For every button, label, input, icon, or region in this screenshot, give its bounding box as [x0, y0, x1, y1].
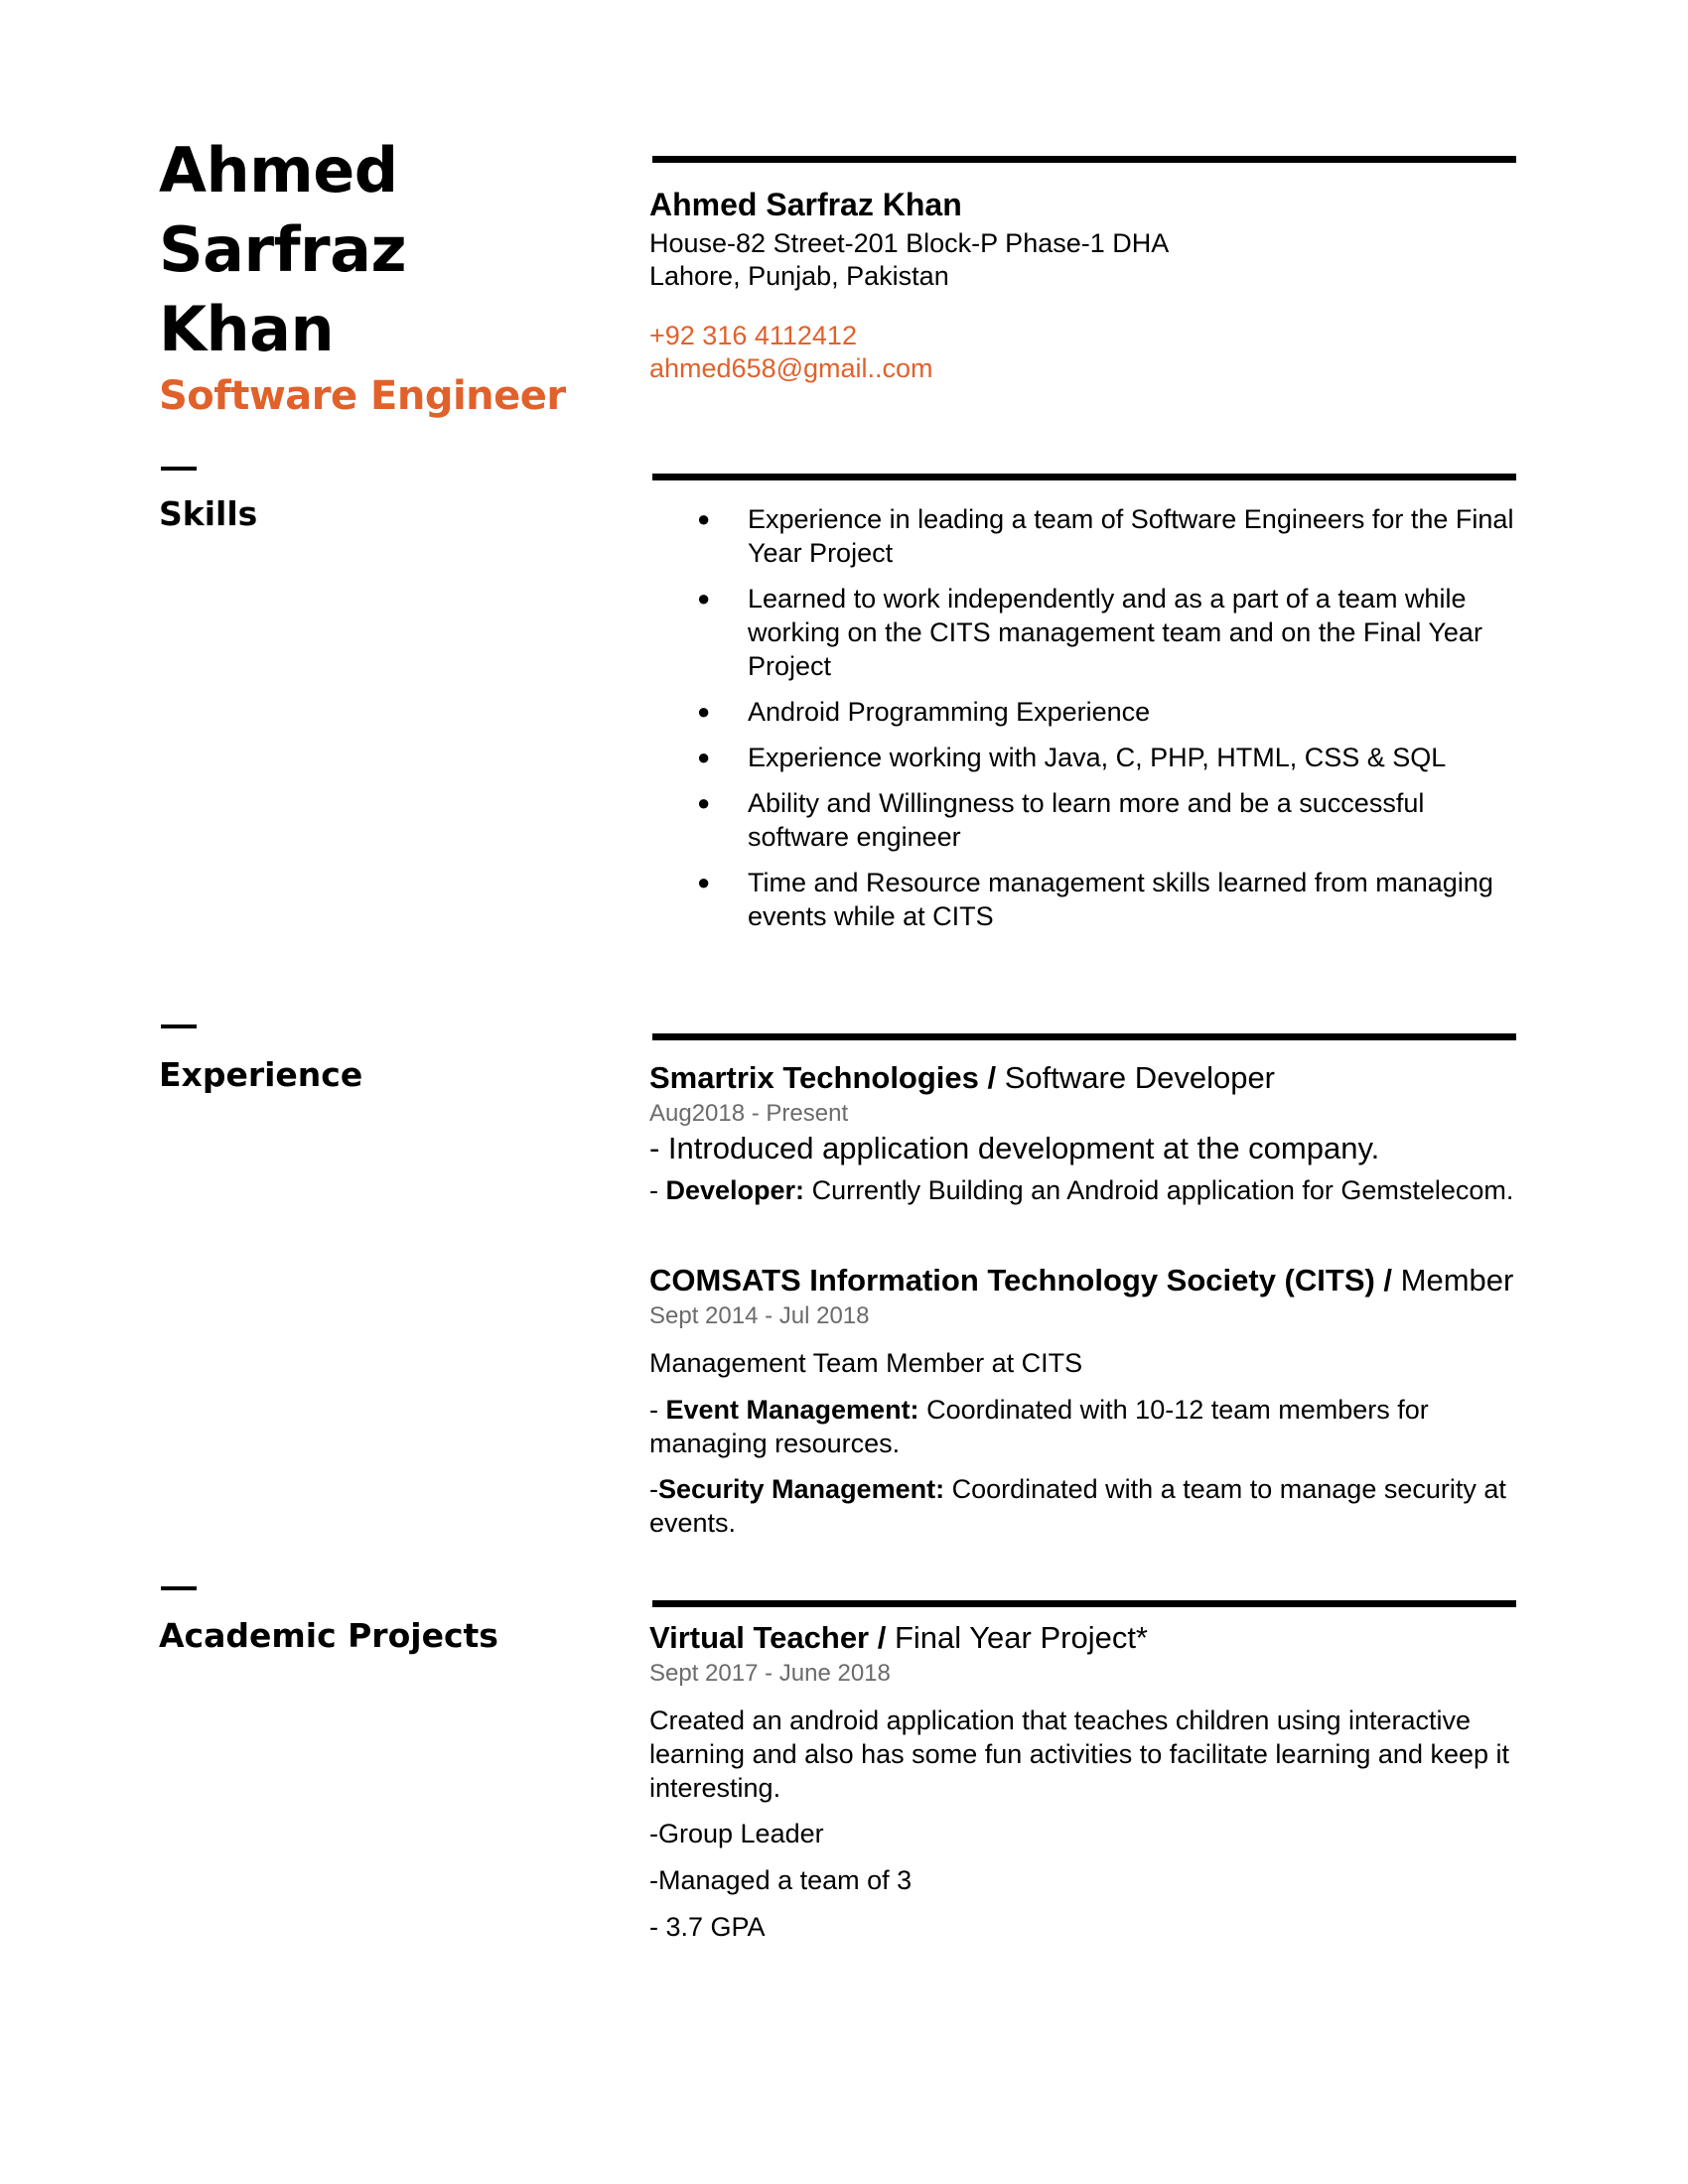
bullet-icon: ● [697, 790, 711, 815]
job-org: COMSATS Information Technology Society (CITS) / [649, 1263, 1393, 1297]
prefix: - [649, 1474, 658, 1504]
list-item [695, 786, 1519, 854]
bullet-icon: ● [697, 586, 711, 611]
list-item [695, 866, 1519, 933]
projects-heading: Academic Projects [159, 1616, 498, 1655]
name-line-1: Ahmed [159, 134, 398, 206]
bullet-icon: ● [697, 506, 711, 531]
bullet-icon: ● [697, 870, 711, 894]
job-dates: Sept 2014 - Jul 2018 [649, 1302, 870, 1329]
bullet-icon: ● [697, 745, 711, 769]
skill-text: Experience in leading a team of Software Engineers for the Final [748, 504, 1514, 534]
name-line-3: Khan [159, 293, 335, 365]
skill-text: Android Programming Experience [748, 697, 1151, 727]
experience-dash [161, 1024, 197, 1028]
project-title [649, 1618, 1533, 1658]
project-point: -Managed a team of 3 [649, 1865, 913, 1895]
experience-divider [652, 1033, 1516, 1040]
desc-line: Created an android application that teaches children using interactive [649, 1706, 1472, 1735]
skill-text: Ability and Willingness to learn more and be a successful [748, 788, 1425, 818]
skill-text: Year Project [748, 538, 894, 568]
job-role: Software Engineer [159, 373, 566, 419]
text: events. [649, 1508, 737, 1538]
skill-text: Time and Resource management skills learned from managing [748, 868, 1493, 897]
project-dates: Sept 2017 - June 2018 [649, 1660, 891, 1687]
text: Coordinated with a team to manage security at [944, 1474, 1506, 1504]
experience-heading: Experience [159, 1055, 363, 1094]
job-entry-cits [649, 1261, 1533, 1540]
desc-line: interesting. [649, 1773, 781, 1803]
text: Currently Building an Android application for Gemstelecom. [804, 1175, 1514, 1205]
skill-text: Learned to work independently and as a part of a team while [748, 584, 1467, 614]
skill-text: events while at CITS [748, 901, 994, 931]
prefix: - [649, 1395, 666, 1425]
label: Developer: [665, 1175, 805, 1205]
project-desc [649, 1704, 1533, 1805]
text: Coordinated with 10-12 team members for [918, 1395, 1429, 1425]
skills-heading: Skills [159, 494, 258, 533]
label: Security Management: [658, 1474, 945, 1504]
bullet-icon: ● [697, 699, 711, 724]
skills-dash [161, 467, 197, 471]
job-desc-developer [649, 1173, 1533, 1207]
project-point: -Group Leader [649, 1819, 824, 1848]
name-line-2: Sarfraz [159, 213, 407, 286]
list-item [695, 582, 1519, 683]
job-desc: - Introduced application development at the company. [649, 1131, 1380, 1165]
desc-line: learning and also has some fun activities to facilitate learning and keep it [649, 1739, 1510, 1769]
job-title [649, 1261, 1533, 1300]
project-entry-virtual-teacher [649, 1618, 1533, 1944]
contact-block [649, 185, 1533, 385]
job-summary: Management Team Member at CITS [649, 1348, 1083, 1378]
job-entry-smartrix [649, 1058, 1533, 1207]
project-point: - 3.7 GPA [649, 1912, 766, 1942]
list-item [695, 741, 1519, 774]
skill-text: Experience working with Java, C, PHP, HTML, CSS & SQL [748, 743, 1447, 772]
address-line-2: Lahore, Punjab, Pakistan [649, 261, 949, 291]
job-desc-event [649, 1393, 1533, 1460]
skills-divider [652, 474, 1516, 480]
job-title [649, 1058, 1533, 1098]
projects-dash [161, 1586, 197, 1590]
label: Event Management: [665, 1395, 919, 1425]
job-role-text: Software Developer [996, 1060, 1276, 1095]
job-desc-security [649, 1472, 1533, 1540]
job-dates: Aug2018 - Present [649, 1100, 849, 1127]
job-role-text: Member [1392, 1263, 1514, 1297]
contact-name: Ahmed Sarfraz Khan [649, 187, 962, 222]
contact-divider [652, 156, 1516, 163]
skill-text: software engineer [748, 822, 961, 852]
prefix: - [649, 1175, 666, 1205]
skill-text: Project [748, 651, 832, 681]
address-line-1: House-82 Street-201 Block-P Phase-1 DHA [649, 228, 1170, 258]
projects-divider [652, 1600, 1516, 1607]
phone-link[interactable]: +92 316 4112412 [649, 321, 857, 350]
list-item [695, 695, 1519, 729]
text: managing resources. [649, 1429, 901, 1458]
candidate-name [159, 131, 576, 369]
job-org: Smartrix Technologies / [649, 1060, 997, 1095]
skill-text: working on the CITS management team and on the Final Year [748, 617, 1482, 647]
list-item [695, 502, 1519, 570]
skills-list [695, 502, 1519, 945]
project-name: Virtual Teacher / [649, 1620, 887, 1655]
email-link[interactable]: ahmed658@gmail..com [649, 353, 933, 383]
project-type: Final Year Project* [886, 1620, 1148, 1655]
